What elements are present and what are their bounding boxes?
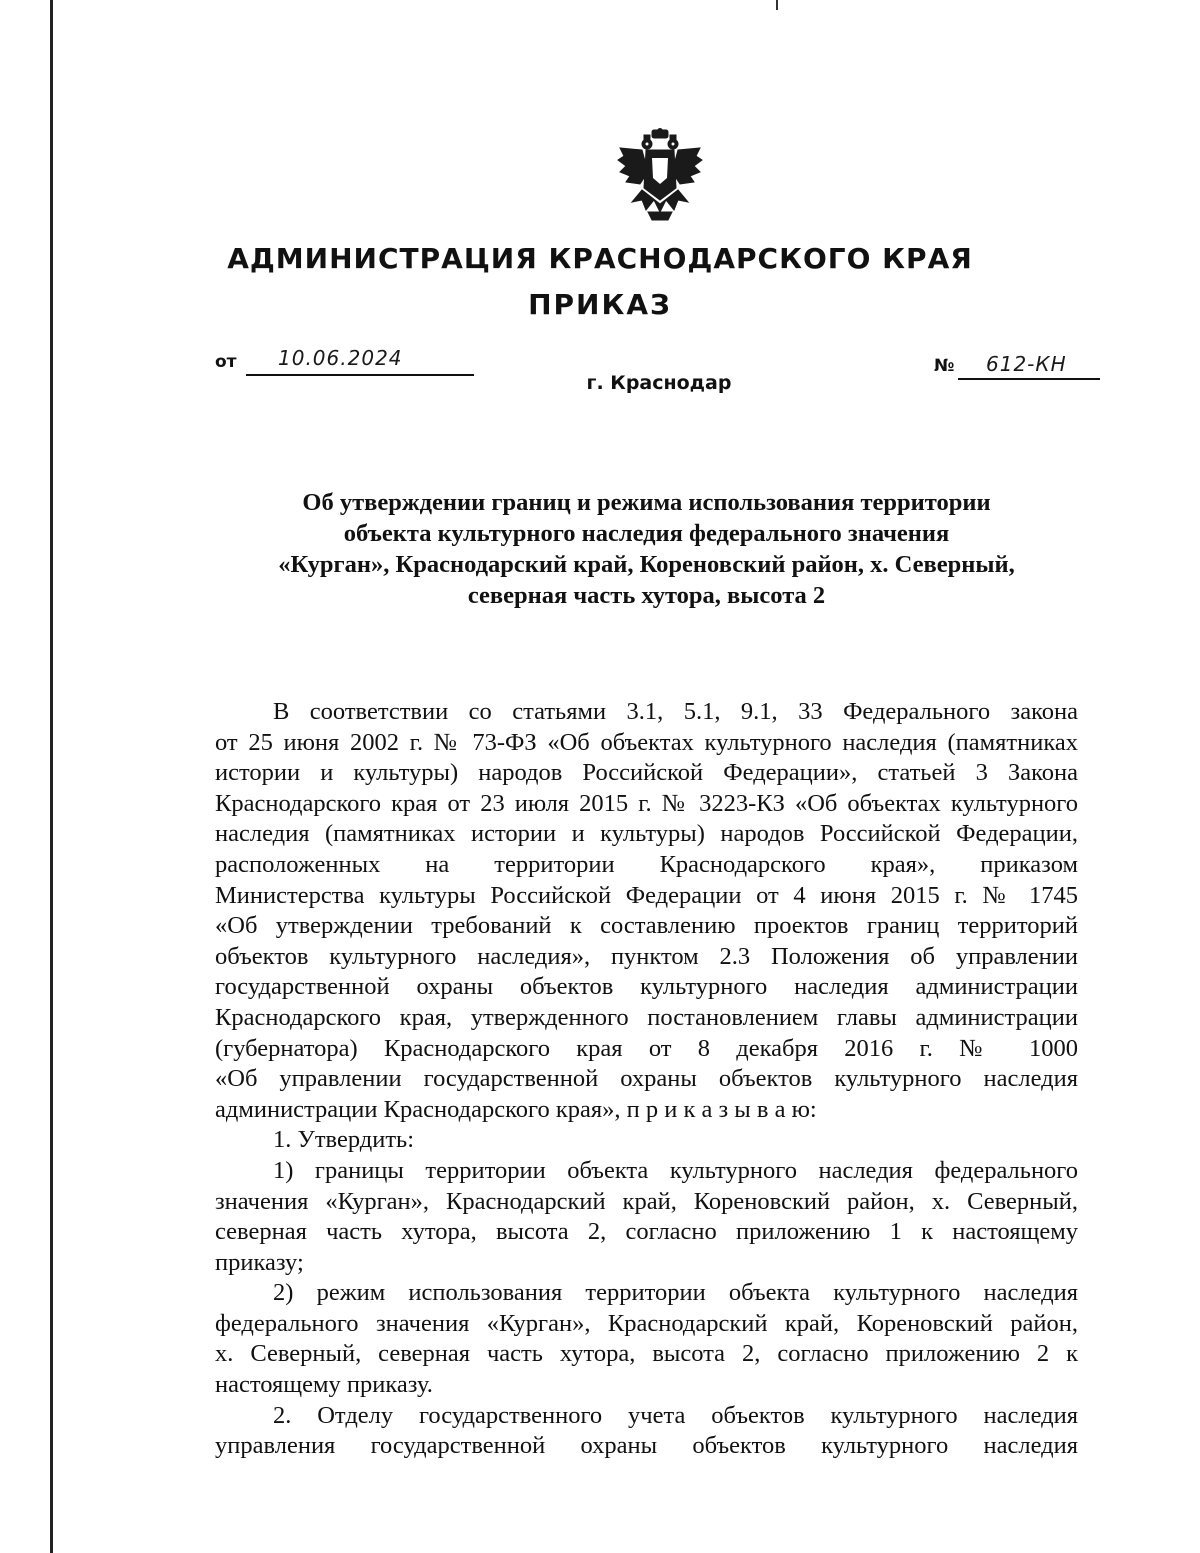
body-line: 1. Утвердить: [273,1126,415,1154]
body-line: 1) границы территории объекта культурного наследия федерального [273,1156,1078,1184]
body-line: приказу; [215,1248,304,1276]
body-line: истории и культуры) народов Российской Федерации», статьей 3 Закона [215,759,1078,787]
subject-line: северная часть хутора, высота 2 [467,582,826,609]
subject-line: «Курган», Краснодарский край, Кореновский район, х. Северный, [278,551,1015,578]
body-line: управления государственной охраны объектов культурного наследия [215,1432,1078,1460]
body-line: «Об утверждении требований к составлению проектов границ территорий [215,912,1078,940]
scan-margin-line [50,0,53,1553]
coat-of-arms-icon [612,128,708,224]
number-label: № [934,356,955,376]
body-line: объектов культурного наследия», пунктом 2.3 Положения об управлении [215,942,1078,970]
body-line: федерального значения «Курган», Краснодарский край, Кореновский район, [215,1309,1078,1337]
body-line: Краснодарского края от 23 июля 2015 г. № 3223-КЗ «Об объектах культурного [215,789,1078,817]
body-line: (губернатора) Краснодарского края от 8 декабря 2016 г. № 1000 [215,1034,1078,1062]
scan-top-mark [776,0,778,10]
subject-line: Об утверждении границ и режима использования территории [302,489,991,516]
order-body [215,697,1078,1462]
body-line: х. Северный, северная часть хутора, высота 2, согласно приложению 2 к [215,1340,1078,1368]
order-subject [215,487,1078,611]
organization-title: АДМИНИСТРАЦИЯ КРАСНОДАРСКОГО КРАЯ [227,242,973,275]
body-line: государственной охраны объектов культурного наследия администрации [215,973,1078,1001]
date-value-handwritten: 10.06.2024 [278,346,403,370]
body-line: «Об управлении государственной охраны объектов культурного наследия [215,1065,1078,1093]
body-line: значения «Курган», Краснодарский край, Кореновский район, х. Северный, [215,1187,1078,1215]
body-line: В соответствии со статьями 3.1, 5.1, 9.1, 33 Федерального закона [273,698,1078,725]
date-label: от [215,352,237,372]
body-line: администрации Краснодарского края», п р и к а з ы в а ю: [215,1095,817,1123]
body-line: северная часть хутора, высота 2, согласно приложению 1 к настоящему [215,1218,1078,1246]
body-line: расположенных на территории Краснодарского края», приказом [215,850,1078,878]
subject-line: объекта культурного наследия федерального значения [343,520,950,547]
body-line: 2) режим использования территории объекта культурного наследия [273,1279,1078,1307]
city-line: г. Краснодар [586,372,732,394]
body-line: 2. Отделу государственного учета объектов культурного наследия [273,1401,1078,1429]
body-line: наследия (памятниках истории и культуры) народов Российской Федерации, [215,820,1078,848]
document-type-title: ПРИКАЗ [528,288,672,321]
number-value-handwritten: 612-КН [986,352,1067,376]
body-line: от 25 июня 2002 г. № 73-ФЗ «Об объектах культурного наследия (памятниках [215,728,1078,756]
body-line: настоящему приказу. [215,1371,433,1399]
body-line: Краснодарского края, утвержденного постановлением главы администрации [215,1003,1078,1031]
body-line: Министерства культуры Российской Федерации от 4 июня 2015 г. № 1745 [215,881,1078,909]
